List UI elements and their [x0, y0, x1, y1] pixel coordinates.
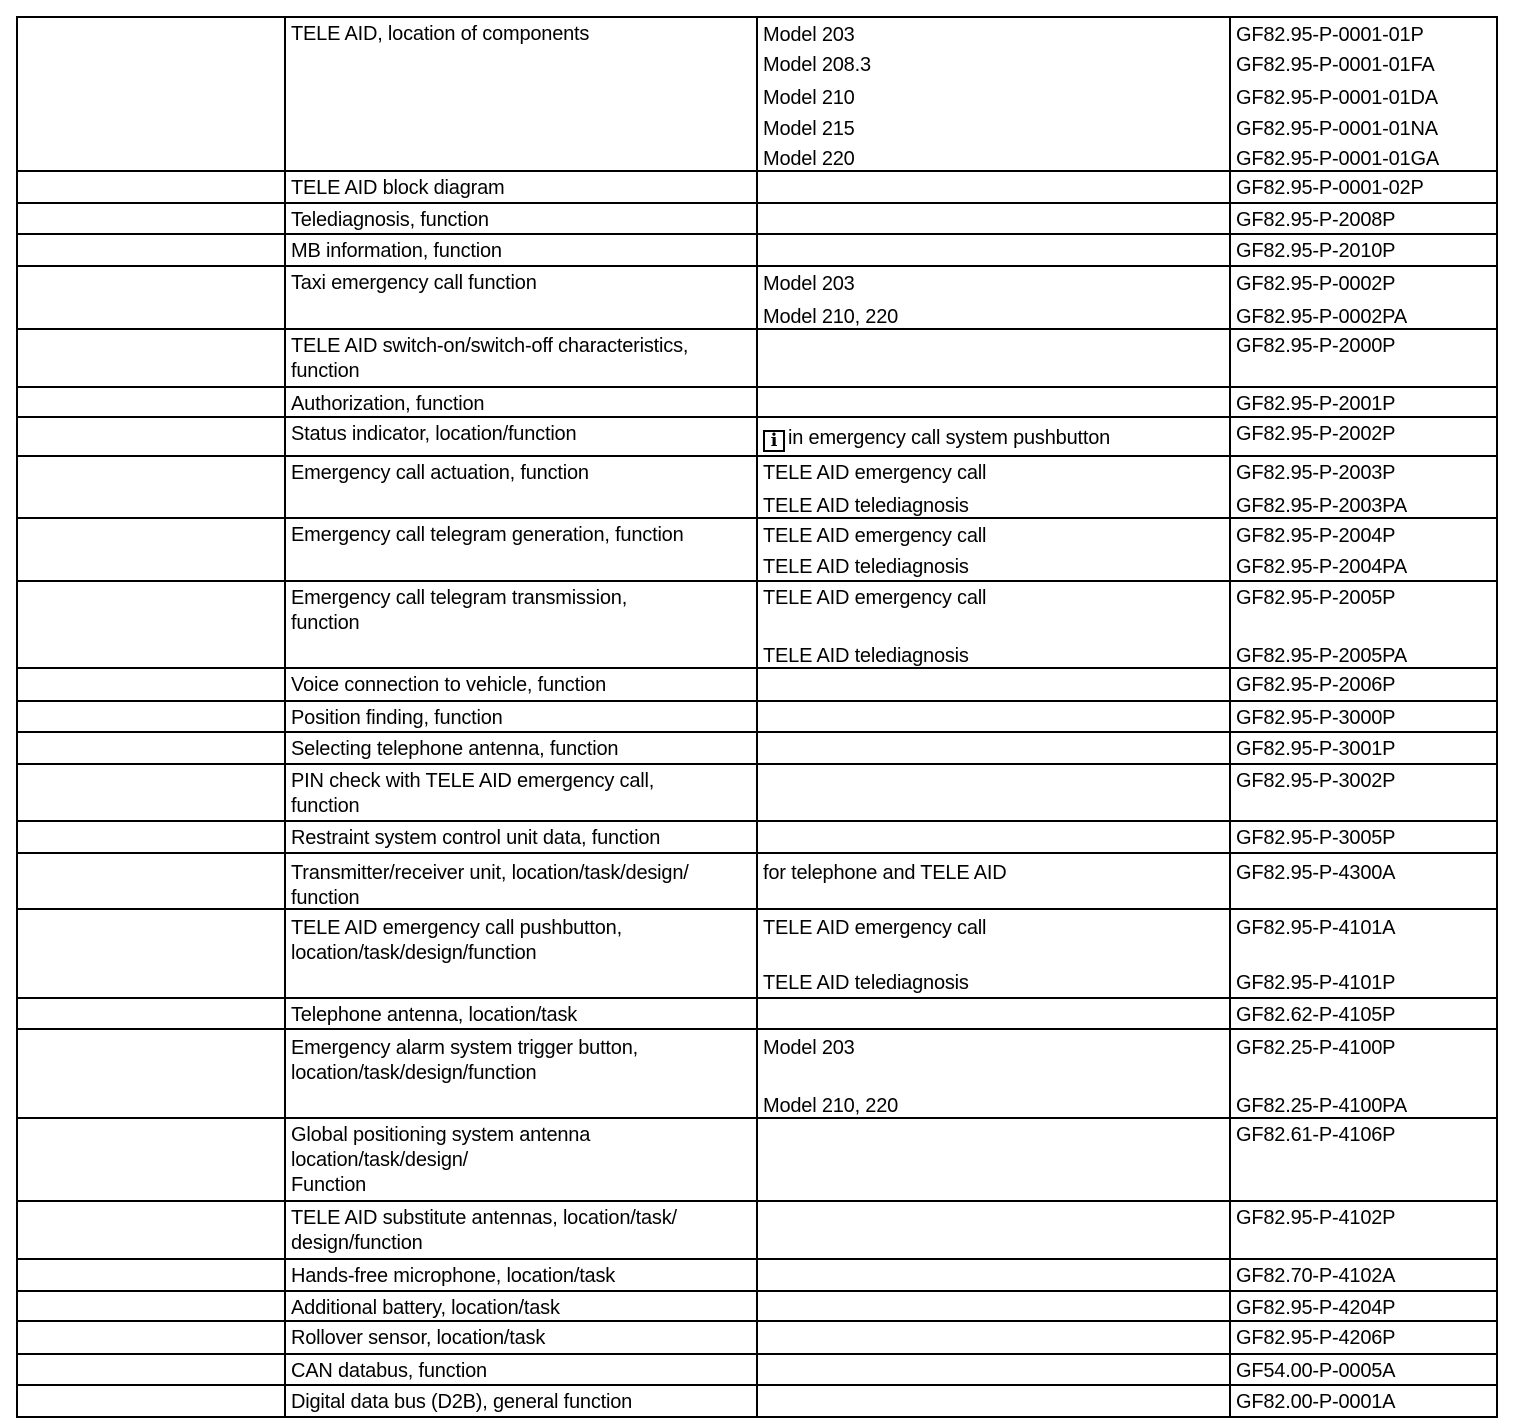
blank-cell [16, 235, 284, 267]
blank-cell [16, 854, 284, 910]
description-text: Rollover sensor, location/task [291, 1327, 546, 1349]
note-label: TELE AID emergency call [763, 587, 987, 609]
note-label: Model 210, 220 [763, 1095, 899, 1117]
note-cell [756, 1119, 1229, 1202]
document-code[interactable]: GF82.95-P-0001-01NA [1236, 118, 1438, 140]
table-row [16, 908, 1498, 999]
document-code-cell [1229, 854, 1498, 910]
description-cell [284, 418, 756, 457]
document-code-cell [1229, 418, 1498, 457]
description-text: Emergency call telegram transmission, [291, 587, 628, 609]
description-cell [284, 910, 756, 999]
note-cell [756, 1292, 1229, 1322]
note-cell [756, 765, 1229, 822]
note-text [763, 587, 986, 609]
document-code[interactable]: GF82.95-P-2000P [1236, 335, 1396, 357]
blank-cell [16, 1260, 284, 1292]
table-row [16, 1117, 1498, 1202]
note-label: Model 210 [763, 87, 855, 109]
description-text: Emergency call telegram generation, function [291, 524, 684, 546]
note-text [763, 148, 855, 170]
note-label: Model 215 [763, 118, 855, 140]
description-cell [284, 669, 756, 702]
note-label: Model 203 [763, 273, 855, 295]
description-text: Hands-free microphone, location/task [291, 1265, 616, 1287]
note-text [763, 24, 855, 46]
document-code-cell [1229, 1260, 1498, 1292]
document-code[interactable]: GF82.95-P-0001-02P [1236, 177, 1424, 199]
document-code[interactable]: GF82.95-P-2002P [1236, 423, 1396, 445]
description-cell [284, 1386, 756, 1416]
blank-cell [16, 1119, 284, 1202]
description-text: Restraint system control unit data, function [291, 827, 661, 849]
note-cell [756, 733, 1229, 765]
note-text [763, 972, 969, 994]
note-label: Model 203 [763, 1037, 855, 1059]
blank-cell [16, 1386, 284, 1416]
description-text: function [291, 795, 360, 817]
document-code[interactable]: GF82.95-P-4204P [1236, 1297, 1396, 1319]
document-code[interactable]: GF82.95-P-0002P [1236, 273, 1396, 295]
table-row [16, 700, 1498, 733]
note-cell [756, 822, 1229, 854]
note-label: TELE AID emergency call [763, 525, 987, 547]
blank-cell [16, 267, 284, 330]
table-row [16, 386, 1498, 418]
note-text [763, 1037, 855, 1059]
description-text: MB information, function [291, 240, 502, 262]
description-cell [284, 1292, 756, 1322]
blank-cell [16, 582, 284, 669]
description-text: Selecting telephone antenna, function [291, 738, 619, 760]
description-text: Authorization, function [291, 393, 485, 415]
description-cell [284, 235, 756, 267]
table-row [16, 1200, 1498, 1260]
info-icon: i [763, 430, 785, 452]
document-code[interactable]: GF82.95-P-2001P [1236, 393, 1396, 415]
document-code[interactable]: GF82.95-P-4300A [1236, 862, 1396, 884]
document-code[interactable]: GF82.95-P-2003P [1236, 462, 1396, 484]
document-code-cell [1229, 669, 1498, 702]
blank-cell [16, 172, 284, 204]
document-code-cell [1229, 330, 1498, 388]
description-text: location/task/design/ [291, 1149, 469, 1171]
description-text: Additional battery, location/task [291, 1297, 560, 1319]
document-code-cell [1229, 822, 1498, 854]
blank-cell [16, 910, 284, 999]
note-cell [756, 1030, 1229, 1119]
document-code[interactable]: GF82.61-P-4106P [1236, 1124, 1396, 1146]
note-cell [756, 519, 1229, 582]
note-cell [756, 1260, 1229, 1292]
description-text: Global positioning system antenna [291, 1124, 591, 1146]
document-code[interactable]: GF82.95-P-2010P [1236, 240, 1396, 262]
document-code-cell [1229, 765, 1498, 822]
description-cell [284, 582, 756, 669]
note-label: TELE AID telediagnosis [763, 495, 969, 517]
table-row [16, 1320, 1498, 1355]
blank-cell [16, 669, 284, 702]
document-code[interactable]: GF82.25-P-4100PA [1236, 1095, 1407, 1117]
description-cell [284, 1030, 756, 1119]
description-text: function [291, 360, 360, 382]
document-code-cell [1229, 582, 1498, 669]
note-text [763, 525, 986, 547]
table-row [16, 580, 1498, 669]
blank-cell [16, 765, 284, 822]
document-code[interactable]: GF82.95-P-2006P [1236, 674, 1396, 696]
description-text: Function [291, 1174, 367, 1196]
table-row [16, 16, 1498, 172]
document-code[interactable]: GF82.95-P-2004PA [1236, 556, 1407, 578]
table-row [16, 455, 1498, 519]
description-text: function [291, 887, 360, 909]
description-cell [284, 1202, 756, 1260]
table-row [16, 1290, 1498, 1322]
description-cell [284, 1322, 756, 1355]
document-code-cell [1229, 999, 1498, 1030]
document-code[interactable]: GF82.95-P-0001-01DA [1236, 87, 1438, 109]
document-code[interactable]: GF82.95-P-0001-01FA [1236, 54, 1435, 76]
note-text [763, 118, 855, 140]
document-code-cell [1229, 204, 1498, 235]
description-text: TELE AID, location of components [291, 23, 590, 45]
description-text: TELE AID block diagram [291, 177, 505, 199]
description-cell [284, 765, 756, 822]
note-cell [756, 1322, 1229, 1355]
note-text [763, 556, 969, 578]
note-cell [756, 235, 1229, 267]
blank-cell [16, 1322, 284, 1355]
note-label: TELE AID emergency call [763, 462, 987, 484]
document-code-cell [1229, 1119, 1498, 1202]
document-code[interactable]: GF82.95-P-2003PA [1236, 495, 1407, 517]
description-text: Emergency alarm system trigger button, [291, 1037, 638, 1059]
description-cell [284, 330, 756, 388]
document-code[interactable]: GF82.95-P-2005P [1236, 587, 1396, 609]
description-cell [284, 457, 756, 519]
note-text [763, 862, 1007, 884]
description-cell [284, 702, 756, 733]
description-cell [284, 1260, 756, 1292]
note-label: Model 203 [763, 24, 855, 46]
note-cell [756, 669, 1229, 702]
document-code[interactable]: GF54.00-P-0005A [1236, 1360, 1396, 1382]
document-code-cell [1229, 1030, 1498, 1119]
description-cell [284, 388, 756, 418]
table-row [16, 1384, 1498, 1418]
description-text: Taxi emergency call function [291, 272, 537, 294]
table-row [16, 170, 1498, 204]
document-code[interactable]: GF82.70-P-4102A [1236, 1265, 1396, 1287]
blank-cell [16, 822, 284, 854]
blank-cell [16, 999, 284, 1030]
blank-cell [16, 733, 284, 765]
document-code[interactable]: GF82.95-P-3000P [1236, 707, 1396, 729]
description-cell [284, 519, 756, 582]
table-row [16, 997, 1498, 1030]
note-label: for telephone and TELE AID [763, 862, 1007, 884]
document-code[interactable]: GF82.95-P-2005PA [1236, 645, 1407, 667]
description-text: Telediagnosis, function [291, 209, 489, 231]
note-text [763, 645, 969, 667]
document-code-cell [1229, 457, 1498, 519]
document-code[interactable]: GF82.95-P-2008P [1236, 209, 1396, 231]
document-code[interactable]: GF82.95-P-0001-01GA [1236, 148, 1439, 170]
note-label: Model 208.3 [763, 54, 871, 76]
document-code-cell [1229, 18, 1498, 172]
note-cell [756, 854, 1229, 910]
note-cell [756, 330, 1229, 388]
table-row [16, 328, 1498, 388]
table-row [16, 517, 1498, 582]
note-text [763, 1095, 898, 1117]
note-label: Model 220 [763, 148, 855, 170]
description-text: Voice connection to vehicle, function [291, 674, 607, 696]
table-row [16, 667, 1498, 702]
description-text: CAN databus, function [291, 1360, 487, 1382]
document-code-cell [1229, 388, 1498, 418]
blank-cell [16, 1030, 284, 1119]
note-cell [756, 457, 1229, 519]
note-label: TELE AID telediagnosis [763, 972, 969, 994]
table-row [16, 1353, 1498, 1386]
note-cell [756, 910, 1229, 999]
description-text: location/task/design/function [291, 942, 537, 964]
document-code-cell [1229, 519, 1498, 582]
document-code-cell [1229, 702, 1498, 733]
document-code[interactable]: GF82.95-P-2004P [1236, 525, 1396, 547]
description-text: TELE AID emergency call pushbutton, [291, 917, 622, 939]
description-cell [284, 854, 756, 910]
note-text [763, 427, 1110, 452]
blank-cell [16, 18, 284, 172]
document-code[interactable]: GF82.25-P-4100P [1236, 1037, 1396, 1059]
document-code[interactable]: GF82.95-P-3002P [1236, 770, 1396, 792]
description-cell [284, 204, 756, 235]
blank-cell [16, 388, 284, 418]
note-cell [756, 702, 1229, 733]
blank-cell [16, 204, 284, 235]
note-text [763, 273, 855, 295]
note-label: Model 210, 220 [763, 306, 899, 328]
note-cell [756, 1386, 1229, 1416]
description-text: design/function [291, 1232, 423, 1254]
document-code[interactable]: GF82.95-P-3005P [1236, 827, 1396, 849]
note-cell [756, 1202, 1229, 1260]
document-code-cell [1229, 910, 1498, 999]
description-cell [284, 18, 756, 172]
document-code-cell [1229, 1386, 1498, 1416]
note-cell [756, 418, 1229, 457]
note-text [763, 495, 969, 517]
document-code-cell [1229, 1292, 1498, 1322]
blank-cell [16, 330, 284, 388]
description-cell [284, 1119, 756, 1202]
table-row [16, 233, 1498, 267]
description-cell [284, 999, 756, 1030]
table-row [16, 1258, 1498, 1292]
blank-cell [16, 418, 284, 457]
blank-cell [16, 1355, 284, 1386]
description-cell [284, 822, 756, 854]
document-code[interactable]: GF82.95-P-0001-01P [1236, 24, 1424, 46]
blank-cell [16, 1202, 284, 1260]
document-code[interactable]: GF82.62-P-4105P [1236, 1004, 1396, 1026]
table-row [16, 731, 1498, 765]
document-code[interactable]: GF82.95-P-4101P [1236, 972, 1396, 994]
note-text [763, 54, 871, 76]
note-cell [756, 18, 1229, 172]
table-row [16, 265, 1498, 330]
description-text: TELE AID switch-on/switch-off characteristics, [291, 335, 689, 357]
document-code[interactable]: GF82.95-P-4206P [1236, 1327, 1396, 1349]
table-row [16, 1028, 1498, 1119]
note-text [763, 462, 986, 484]
description-text: Telephone antenna, location/task [291, 1004, 578, 1026]
document-code-cell [1229, 733, 1498, 765]
document-code[interactable]: GF82.95-P-4101A [1236, 917, 1396, 939]
note-text [763, 306, 898, 328]
document-code-cell [1229, 1202, 1498, 1260]
blank-cell [16, 702, 284, 733]
note-cell [756, 388, 1229, 418]
description-cell [284, 267, 756, 330]
note-cell [756, 172, 1229, 204]
description-cell [284, 733, 756, 765]
document-code[interactable]: GF82.95-P-3001P [1236, 738, 1396, 760]
document-code-cell [1229, 267, 1498, 330]
document-code[interactable]: GF82.95-P-4102P [1236, 1207, 1396, 1229]
description-text: Position finding, function [291, 707, 503, 729]
description-text: PIN check with TELE AID emergency call, [291, 770, 655, 792]
description-cell [284, 1355, 756, 1386]
description-text: Transmitter/receiver unit, location/task/design/ [291, 862, 689, 884]
table-row [16, 763, 1498, 822]
blank-cell [16, 457, 284, 519]
table-row [16, 820, 1498, 854]
note-cell [756, 1355, 1229, 1386]
note-cell [756, 267, 1229, 330]
document-code-cell [1229, 1355, 1498, 1386]
note-label: TELE AID telediagnosis [763, 556, 969, 578]
table-row [16, 852, 1498, 910]
note-text [763, 87, 855, 109]
note-label: in emergency call system pushbutton [788, 427, 1111, 449]
note-label: TELE AID telediagnosis [763, 645, 969, 667]
blank-cell [16, 1292, 284, 1322]
note-cell [756, 204, 1229, 235]
note-text [763, 917, 986, 939]
description-text: Digital data bus (D2B), general function [291, 1391, 633, 1413]
description-text: function [291, 612, 360, 634]
document-code[interactable]: GF82.00-P-0001A [1236, 1391, 1396, 1413]
description-text: location/task/design/function [291, 1062, 537, 1084]
description-text: Emergency call actuation, function [291, 462, 589, 484]
description-text: Status indicator, location/function [291, 423, 577, 445]
note-cell [756, 582, 1229, 669]
document-code-cell [1229, 1322, 1498, 1355]
description-cell [284, 172, 756, 204]
document-code[interactable]: GF82.95-P-0002PA [1236, 306, 1407, 328]
table-row [16, 202, 1498, 235]
blank-cell [16, 519, 284, 582]
note-cell [756, 999, 1229, 1030]
description-text: TELE AID substitute antennas, location/task/ [291, 1207, 677, 1229]
document-code-cell [1229, 235, 1498, 267]
document-code-cell [1229, 172, 1498, 204]
table-row [16, 416, 1498, 457]
note-label: TELE AID emergency call [763, 917, 987, 939]
